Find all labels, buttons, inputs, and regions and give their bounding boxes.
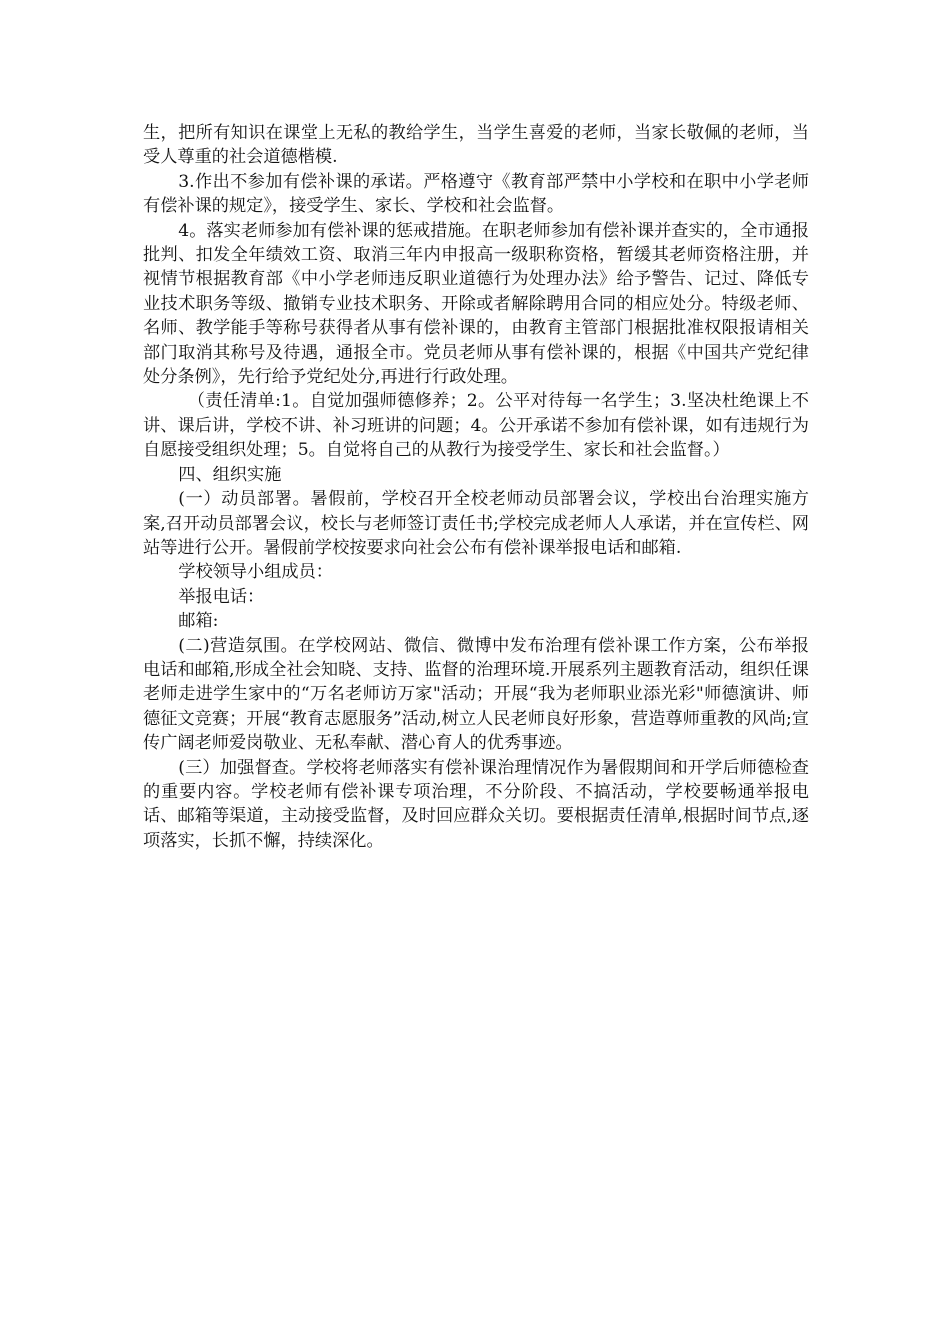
paragraph-continuation: 生，把所有知识在课堂上无私的教给学生，当学生喜爱的老师，当家长敬佩的老师，当受人尊重的社会道德楷模.: [143, 123, 809, 168]
paragraph-item-4: 4。落实老师参加有偿补课的惩戒措施。在职老师参加有偿补课并查实的，全市通报批判、扣发全年绩效工资、取消三年内申报高一级职称资格，暂缓其老师资格注册，并视情节根据教育部《中小学老师违反职业道德行为处理办法》给予警告、记过、降低专业技术职务等级、撤销专业技术职务、开除或者解除聘用合同的相应处分。特级老师、名师、教学能手等称号获得者从事有偿补课的，由教育主管部门根据批准权限报请相关部门取消其称号及待遇，通报全市。党员老师从事有偿补课的，根据《中国共产党纪律处分条例》，先行给予党纪处分,再进行行政处理。: [143, 220, 809, 388]
paragraph-mobilization: (一）动员部署。暑假前，学校召开全校老师动员部署会议，学校出台治理实施方案,召开动员部署会议，校长与老师签订责任书;学校完成老师人人承诺，并在宣传栏、网站等进行公开。暑假前学校按要求向社会公布有偿补课举报电话和邮箱.: [143, 489, 809, 558]
paragraph-item-3: 3.作出不参加有偿补课的承诺。严格遵守《教育部严禁中小学校和在职中小学老师有偿补课的规定》，接受学生、家长、学校和社会监督。: [143, 171, 809, 217]
paragraph-report-phone: 举报电话：: [178, 586, 265, 607]
section-heading-organization: 四、组织实施: [178, 464, 282, 485]
paragraph-email: 邮箱:: [178, 611, 219, 632]
paragraph-supervision: (三）加强督查。学校将老师落实有偿补课治理情况作为暑假期间和开学后师德检查的重要内容。学校老师有偿补课专项治理，不分阶段、不搞活动，学校要畅通举报电话、邮箱等渠道，主动接受监督，及时回应群众关切。要根据责任清单,根据时间节点,逐项落实，长抓不懈，持续深化。: [143, 757, 809, 851]
document-body: [143, 121, 809, 853]
paragraph-responsibility-list: （责任清单:1。自觉加强师德修养；2。公平对待每一名学生；3.坚决杜绝课上不讲、课后讲，学校不讲、补习班讲的问题；4。公开承诺不参加有偿补课，如有违规行为自愿接受组织处理；5。自觉将自己的从教行为接受学生、家长和社会监督。）: [143, 391, 809, 461]
paragraph-atmosphere: (二)营造氛围。在学校网站、微信、微博中发布治理有偿补课工作方案，公布举报电话和邮箱,形成全社会知晓、支持、监督的治理环境.开展系列主题教育活动，组织任课老师走进学生家中的“万名老师访万家"活动；开展“我为老师职业添光彩"师德演讲、师德征文竞赛；开展“教育志愿服务”活动,树立人民老师良好形象，营造尊师重教的风尚;宣传广阔老师爱岗敬业、无私奉献、潜心育人的优秀事迹。: [143, 635, 809, 754]
paragraph-leadership-group: 学校领导小组成员：: [178, 562, 333, 583]
